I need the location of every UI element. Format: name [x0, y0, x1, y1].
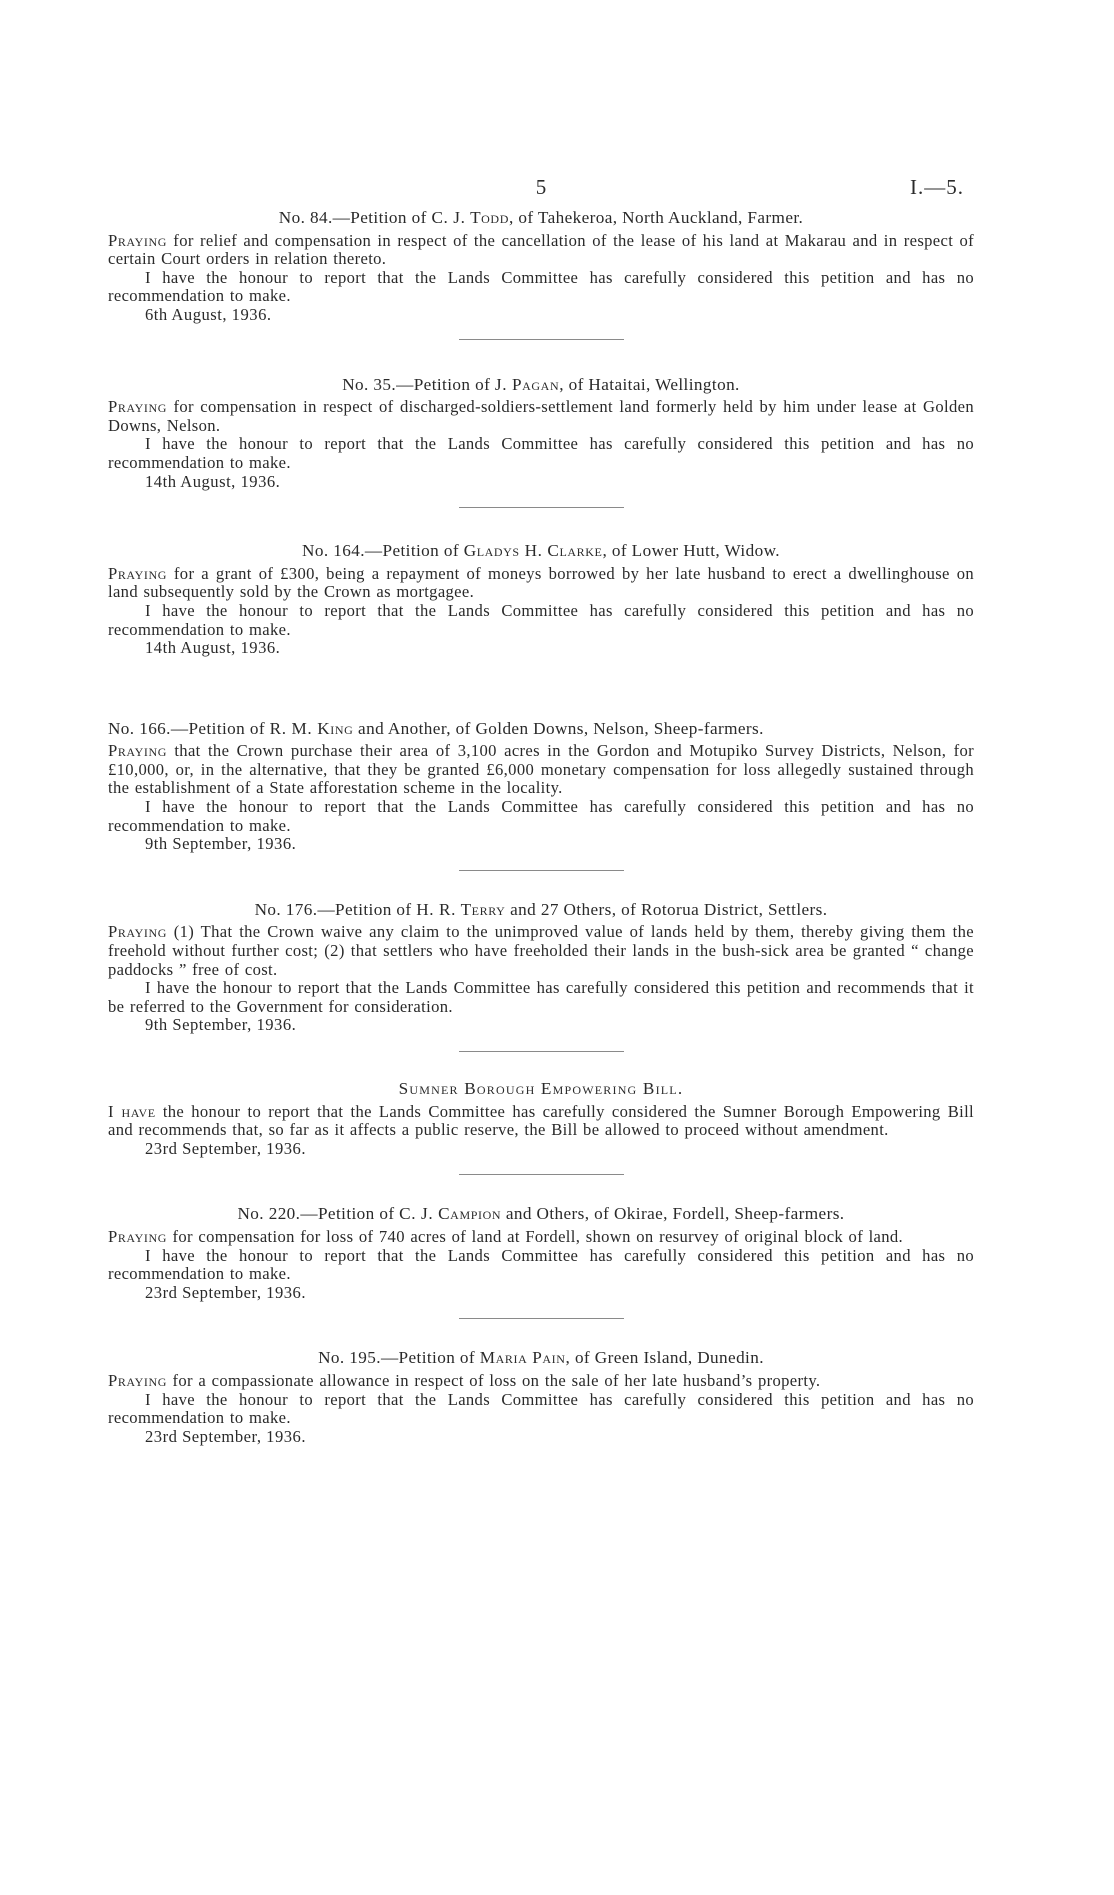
committee-report: I have the honour to report that the Lands Committee has carefully considered this petition and has no recommendation to make.	[108, 267, 974, 306]
petition-entry	[108, 720, 974, 871]
section-divider	[459, 1318, 624, 1319]
section-divider	[459, 1174, 624, 1175]
petition-prayer	[108, 1372, 974, 1391]
petitioner-name: C. J. Todd	[431, 208, 509, 227]
petition-entry	[108, 376, 974, 509]
section-divider	[459, 870, 624, 871]
page-header	[108, 175, 974, 209]
petition-prayer	[108, 923, 974, 979]
prayer-body: for compensation for loss of 740 acres of land at Fordell, shown on resurvey of original block of land.	[167, 1226, 904, 1246]
petition-description: , of Hataitai, Wellington.	[559, 374, 740, 394]
committee-report: I have the honour to report that the Lands Committee has carefully considered this petition and has no recommendation to make.	[108, 1245, 974, 1284]
bill-report-lead: I have	[108, 1101, 156, 1121]
petition-entry	[108, 542, 974, 658]
petition-entry	[108, 901, 974, 1052]
petitioner-name: C. J. Campion	[399, 1204, 502, 1224]
petition-prayer	[108, 742, 974, 798]
petition-of-label: —Petition of	[300, 1204, 395, 1224]
prayer-lead: Praying	[108, 230, 167, 250]
prayer-lead: Praying	[108, 563, 167, 583]
prayer-body: that the Crown purchase their area of 3,100 acres in the Gordon and Motupiko Survey Districts, Nelson, for £10,000, or, in the alternative, that they be granted £6,000 monetary compensation for loss allegedly sustained through the establishment of a State afforestation scheme in the locality.	[108, 741, 974, 798]
document-page	[108, 175, 974, 1446]
petition-number: No. 195.	[318, 1348, 381, 1368]
petitioner-name: Gladys H. Clarke	[463, 541, 603, 561]
committee-report: I have the honour to report that the Lands Committee has carefully considered this petition and has no recommendation to make.	[108, 797, 974, 835]
petitioner-name: R. M. King	[269, 718, 354, 738]
document-reference: I.—5.	[910, 175, 964, 199]
petition-entry	[108, 1349, 974, 1446]
petition-entry	[108, 209, 974, 340]
petition-title	[108, 720, 974, 739]
section-divider	[459, 339, 624, 340]
petitioner-name: Maria Pain	[479, 1348, 566, 1368]
report-date: 9th September, 1936.	[145, 1015, 297, 1035]
prayer-body: for compensation in respect of discharged-soldiers-settlement land formerly held by him under lease at Golden Downs, Nelson.	[108, 397, 974, 435]
report-date: 6th August, 1936.	[145, 304, 272, 324]
committee-report: I have the honour to report that the Lands Committee has carefully considered this petition and recommends that it be referred to the Government for consideration.	[108, 978, 974, 1016]
prayer-lead: Praying	[108, 741, 167, 761]
committee-report: I have the honour to report that the Lands Committee has carefully considered this petition and has no recommendation to make.	[108, 600, 974, 639]
petition-of-label: —Petition of	[332, 208, 427, 227]
petition-description: , of Green Island, Dunedin.	[565, 1348, 764, 1368]
petition-of-label: —Petition of	[317, 899, 412, 919]
bill-title: Sumner Borough Empowering Bill.	[398, 1079, 684, 1098]
petition-of-label: —Petition of	[396, 374, 491, 394]
report-date: 23rd September, 1936.	[145, 1282, 306, 1302]
petitioner-name: J. Pagan	[494, 374, 560, 394]
committee-report: I have the honour to report that the Lands Committee has carefully considered this petition and has no recommendation to make.	[108, 434, 974, 472]
prayer-lead: Praying	[108, 1226, 167, 1246]
petition-entry	[108, 1205, 974, 1319]
petition-description: and Others, of Okirae, Fordell, Sheep-farmers.	[501, 1204, 845, 1224]
prayer-lead: Praying	[108, 397, 167, 417]
prayer-body: for a grant of £300, being a repayment of moneys borrowed by her late husband to erect a dwellinghouse on land subsequently sold by the Crown as mortgagee.	[108, 563, 974, 602]
report-date: 23rd September, 1936.	[145, 1138, 306, 1158]
report-date: 23rd September, 1936.	[145, 1426, 306, 1446]
petition-prayer	[108, 398, 974, 435]
petition-description: and 27 Others, of Rotorua District, Settlers.	[505, 899, 828, 919]
petition-prayer	[108, 565, 974, 602]
petition-number: No. 84.	[278, 208, 333, 227]
petition-title	[108, 376, 974, 395]
petition-title	[108, 1205, 974, 1224]
report-date: 14th August, 1936.	[145, 638, 281, 658]
petition-of-label: —Petition of	[364, 541, 459, 561]
petitioner-name: H. R. Terry	[416, 899, 506, 919]
prayer-lead: Praying	[108, 922, 167, 942]
petition-description: , of Tahekeroa, North Auckland, Farmer.	[508, 208, 804, 227]
page-number: 5	[535, 175, 547, 199]
report-date: 9th September, 1936.	[145, 834, 297, 854]
report-date: 14th August, 1936.	[145, 471, 281, 491]
petition-number: No. 220.	[237, 1204, 301, 1224]
section-divider	[459, 1051, 624, 1052]
committee-report: I have the honour to report that the Lands Committee has carefully considered this petition and has no recommendation to make.	[108, 1389, 974, 1428]
petition-description: , of Lower Hutt, Widow.	[602, 541, 780, 561]
petition-title	[108, 209, 974, 228]
prayer-lead: Praying	[108, 1370, 167, 1390]
petition-title	[108, 542, 974, 561]
prayer-body: for relief and compensation in respect of the cancellation of the lease of his land at Makarau and in respect of certain Court orders in relation thereto.	[108, 230, 974, 269]
petition-title	[108, 1349, 974, 1368]
petition-description: and Another, of Golden Downs, Nelson, Sheep-farmers.	[353, 718, 764, 738]
bill-entry	[108, 1080, 974, 1175]
section-divider	[459, 507, 624, 508]
petition-number: No. 164.	[302, 541, 365, 561]
petition-prayer	[108, 232, 974, 269]
petition-of-label: —Petition of	[380, 1348, 476, 1368]
prayer-body: (1) That the Crown waive any claim to the unimproved value of lands held by them, thereby giving them the freehold without further cost; (2) that settlers who have freeholded their lands in the bush-sick area be granted “ change paddocks ” free of cost.	[108, 922, 974, 979]
petition-number: No. 166.	[108, 718, 171, 738]
petition-title	[108, 901, 974, 920]
prayer-body: for a compassionate allowance in respect of loss on the sale of her late husband’s property.	[167, 1370, 821, 1390]
bill-report	[108, 1103, 974, 1140]
petition-of-label: —Petition of	[170, 718, 265, 738]
petition-prayer	[108, 1228, 974, 1247]
bill-report-body: the honour to report that the Lands Committee has carefully considered the Sumner Borough Empowering Bill and recommends that, so far as it affects a public reserve, the Bill be allowed to proceed without amendment.	[108, 1101, 974, 1140]
petition-number: No. 35.	[342, 374, 397, 394]
petition-number: No. 176.	[254, 899, 318, 919]
